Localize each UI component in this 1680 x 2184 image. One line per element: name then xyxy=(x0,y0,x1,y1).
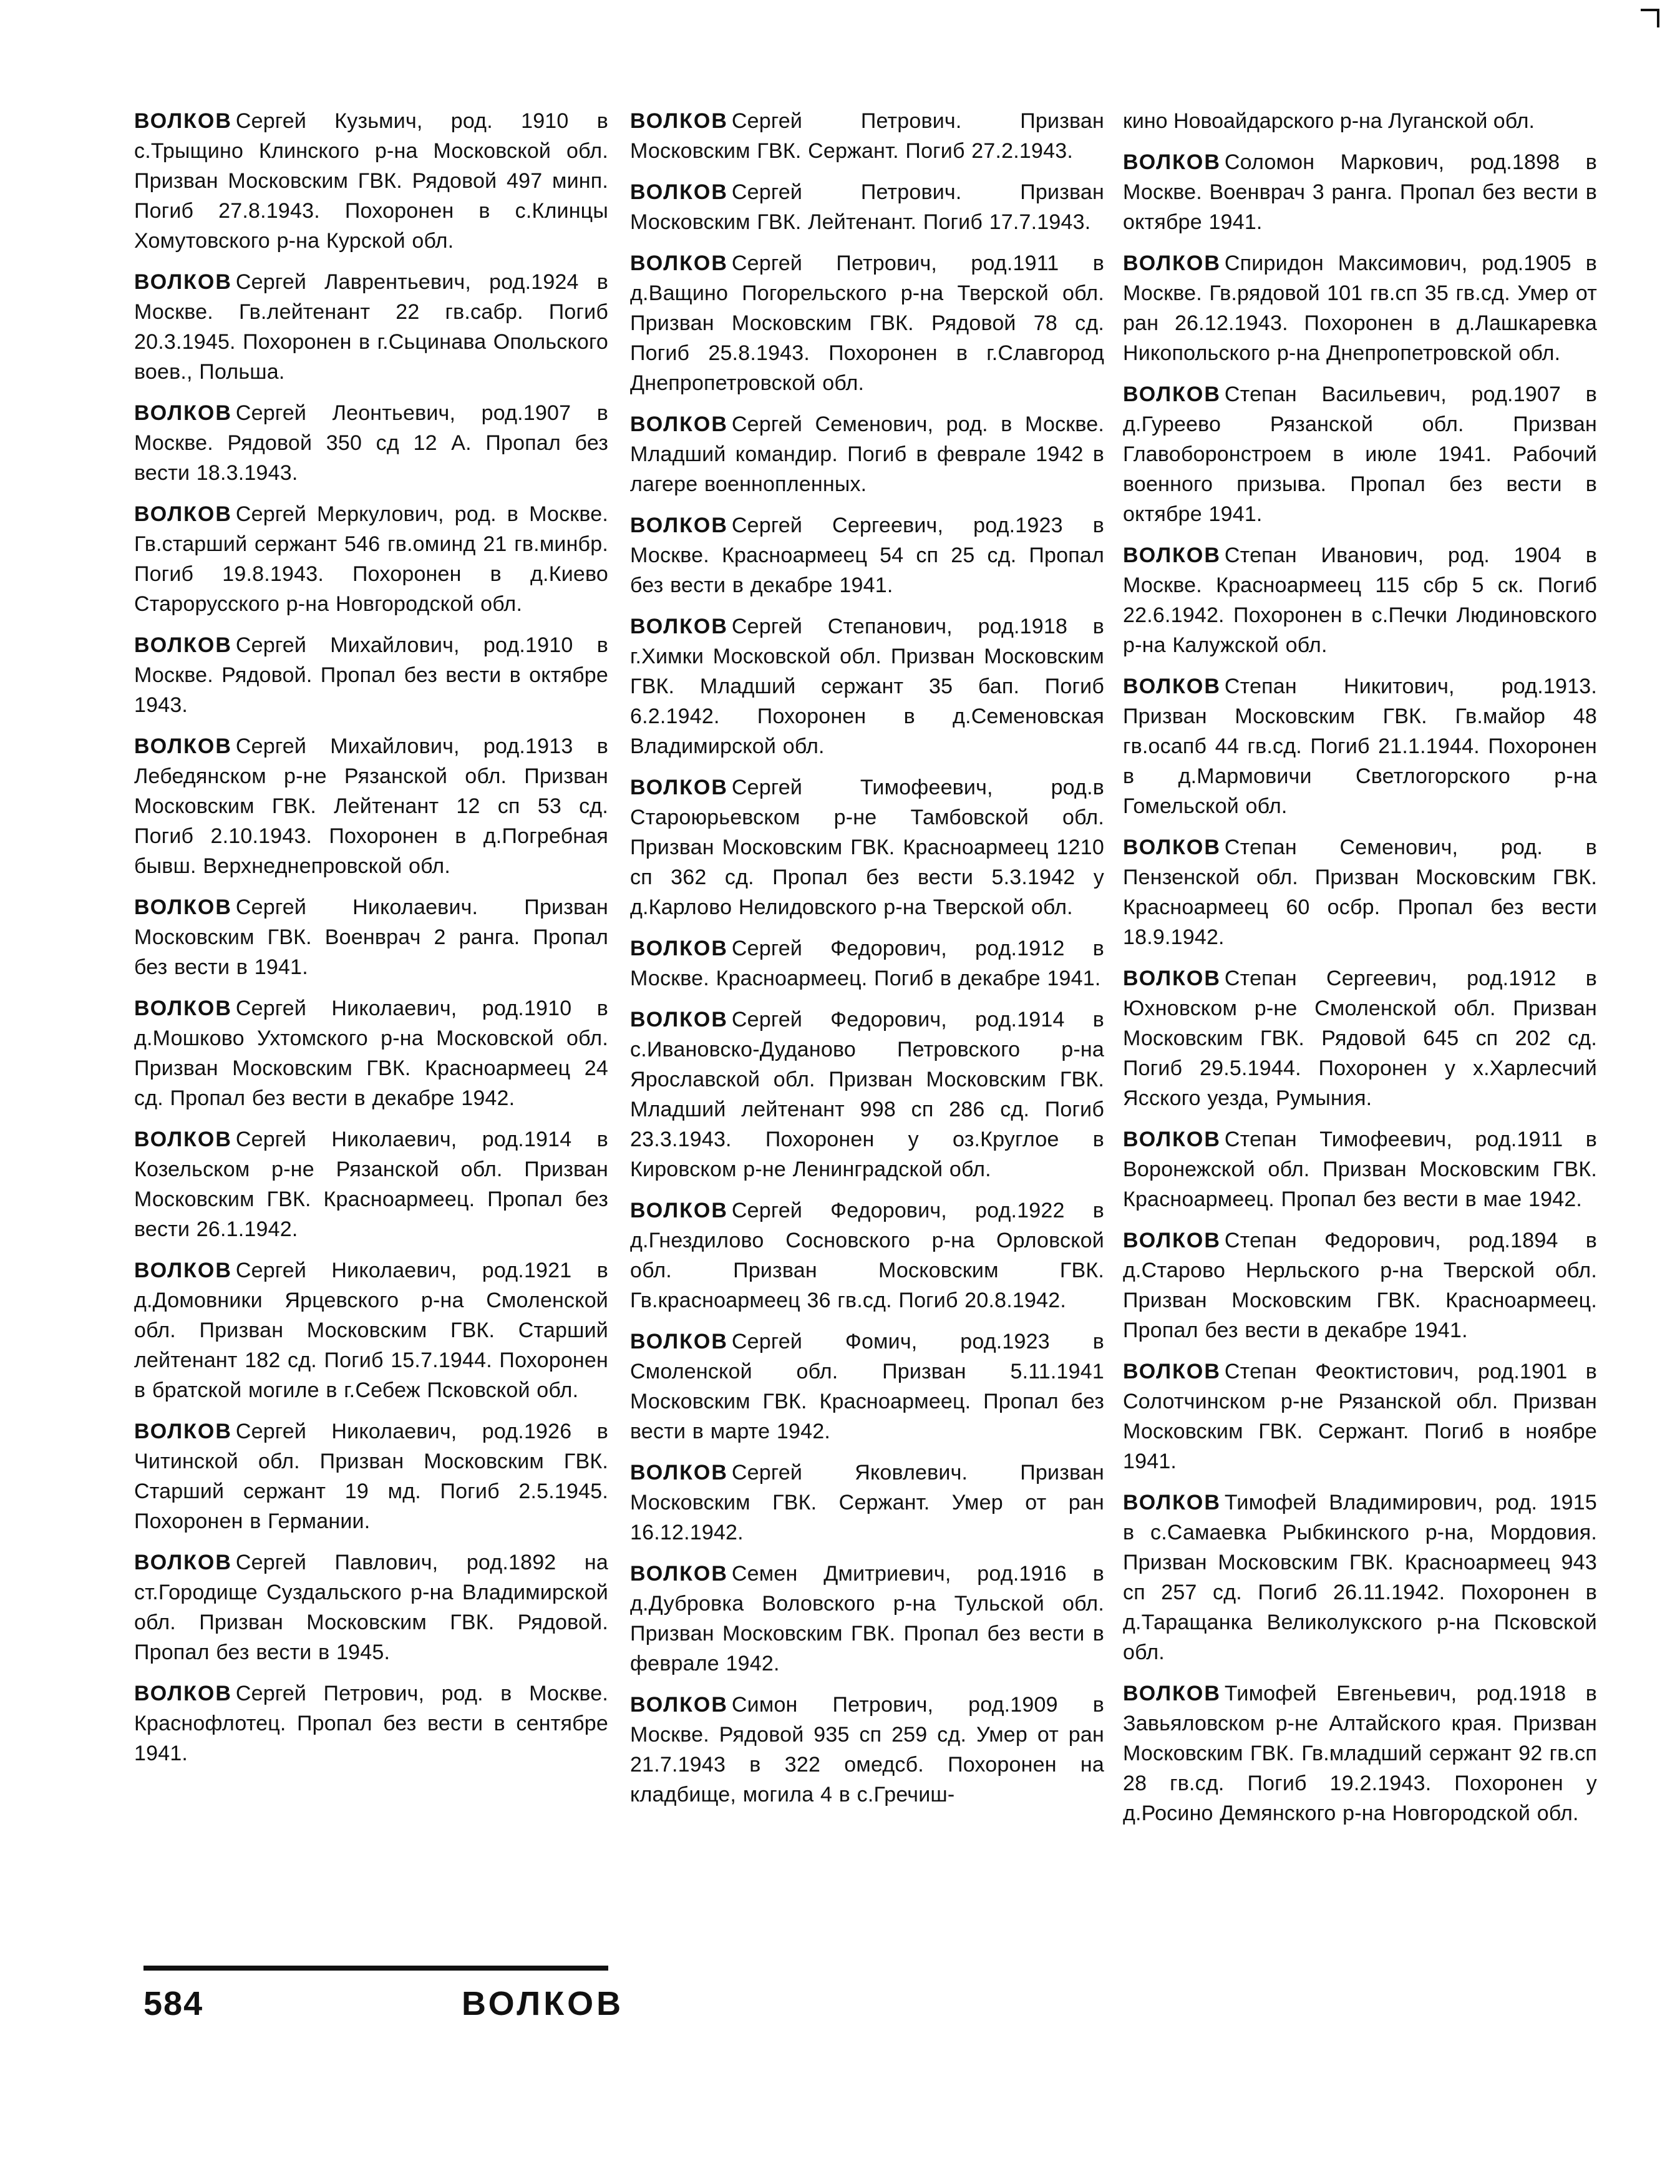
entry-surname: ВОЛКОВ xyxy=(134,1420,232,1443)
entry-text: Сергей Петрович, род.1911 в д.Ващино Погорельского р-на Тверской обл. Призван Московским ГВК. Рядовой 78 сд. Погиб 25.8.1943. Похоронен в г.Славгород Днепропетровской обл. xyxy=(630,251,1104,395)
list-item xyxy=(630,1690,1104,1810)
entry-text: Сергей Степанович, род.1918 в г.Химки Московской обл. Призван Московским ГВК. Младший сержант 35 бап. Погиб 6.2.1942. Похоронен в д.Семеновская Владимирской обл. xyxy=(630,615,1104,758)
list-item xyxy=(134,993,608,1113)
entry-text: Симон Петрович, род.1909 в Москве. Рядовой 935 сп 259 сд. Умер от ран 21.7.1943 в 322 омедсб. Похоронен на кладбище, могила 4 в с.Гречиш- xyxy=(630,1693,1104,1806)
entry-surname: ВОЛКОВ xyxy=(134,1551,232,1574)
column-1 xyxy=(134,106,608,1780)
entry-surname: ВОЛКОВ xyxy=(630,1461,728,1484)
entry-surname: ВОЛКОВ xyxy=(1123,967,1221,990)
column-2 xyxy=(630,106,1104,1821)
entry-surname: ВОЛКОВ xyxy=(1123,1128,1221,1151)
entry-text: Сергей Павлович, род.1892 на ст.Городище Суздальского р-на Владимирской обл. Призван Московским ГВК. Рядовой. Пропал без вести в 1945. xyxy=(134,1551,608,1664)
list-item xyxy=(134,1548,608,1667)
entry-text: Сергей Кузьмич, род. 1910 в с.Трыщино Клинского р-на Московской обл. Призван Московским ГВК. Рядовой 497 минп. Погиб 27.8.1943. Похоронен в с.Клинцы Хомутовского р-на Курской обл. xyxy=(134,109,608,253)
list-item xyxy=(630,1458,1104,1548)
list-item xyxy=(1123,379,1597,529)
entry-surname: ВОЛКОВ xyxy=(134,109,232,133)
entry-text: Степан Тимофеевич, род.1911 в Воронежской обл. Призван Московским ГВК. Красноармеец. Пропал без вести в мае 1942. xyxy=(1123,1128,1597,1211)
entry-text: Сергей Фомич, род.1923 в Смоленской обл. Призван 5.11.1941 Московским ГВК. Красноармеец. Пропал без вести в марте 1942. xyxy=(630,1330,1104,1443)
entry-text: Степан Сергеевич, род.1912 в Юхновском р-не Смоленской обл. Призван Московским ГВК. Рядовой 645 сп 202 сд. Погиб 29.5.1944. Похоронен у х.Харлесчий Ясского уезда, Румыния. xyxy=(1123,967,1597,1110)
list-item xyxy=(1123,1226,1597,1345)
entry-text: Семен Дмитриевич, род.1916 в д.Дубровка Воловского р-на Тульской обл. Призван Московским ГВК. Пропал без вести в феврале 1942. xyxy=(630,1562,1104,1675)
list-item xyxy=(630,510,1104,600)
entry-text: Тимофей Евгеньевич, род.1918 в Завьяловском р-не Алтайского края. Призван Московским ГВК. Гв.младший сержант 92 гв.сп 28 гв.сд. Погиб 19.2.1943. Похоронен у д.Росино Демянского р-на Новгородской обл. xyxy=(1123,1682,1597,1825)
list-item xyxy=(630,106,1104,166)
running-head: ВОЛКОВ xyxy=(462,1985,624,2022)
list-item xyxy=(134,630,608,720)
list-item xyxy=(1123,832,1597,952)
list-item xyxy=(1123,248,1597,368)
entry-text: Соломон Маркович, род.1898 в Москве. Военврач 3 ранга. Пропал без вести в октябре 1941. xyxy=(1123,150,1597,234)
list-item xyxy=(630,177,1104,237)
entry-surname: ВОЛКОВ xyxy=(630,514,728,537)
entry-surname: ВОЛКОВ xyxy=(134,633,232,657)
entry-text: Степан Феоктистович, род.1901 в Солотчинском р-не Рязанской обл. Призван Московским ГВК. Сержант. Погиб в ноябре 1941. xyxy=(1123,1360,1597,1473)
list-item xyxy=(630,248,1104,398)
list-item xyxy=(630,773,1104,922)
list-item xyxy=(134,398,608,488)
entry-surname: ВОЛКОВ xyxy=(630,615,728,638)
entry-text: Степан Федорович, род.1894 в д.Старово Нерльского р-на Тверской обл. Призван Московским ГВК. Красноармеец. Пропал без вести в декабре 1941. xyxy=(1123,1229,1597,1342)
list-item xyxy=(134,1124,608,1244)
list-item xyxy=(134,892,608,982)
entry-surname: ВОЛКОВ xyxy=(1123,836,1221,859)
entry-text: Степан Васильевич, род.1907 в д.Гуреево Рязанской обл. Призван Главоборонстроем в июле 1941. Рабочий военного призыва. Пропал без вести в октябре 1941. xyxy=(1123,383,1597,526)
entry-text: Сергей Николаевич, род.1910 в д.Мошково Ухтомского р-на Московской обл. Призван Московским ГВК. Красноармеец 24 сд. Пропал без вести в декабре 1942. xyxy=(134,997,608,1110)
entry-text: Сергей Сергеевич, род.1923 в Москве. Красноармеец 54 сп 25 сд. Пропал без вести в декабре 1941. xyxy=(630,514,1104,597)
entry-surname: ВОЛКОВ xyxy=(630,1330,728,1353)
entry-text: Сергей Михайлович, род.1913 в Лебедянском р-не Рязанской обл. Призван Московским ГВК. Лейтенант 12 сп 53 сд. Погиб 2.10.1943. Похоронен в д.Погребная бывш. Верхнеднепровской обл. xyxy=(134,734,608,878)
entry-text: Сергей Петрович, род. в Москве. Краснофлотец. Пропал без вести в сентябре 1941. xyxy=(134,1682,608,1765)
entry-surname: ВОЛКОВ xyxy=(630,776,728,799)
entry-text: Сергей Семенович, род. в Москве. Младший командир. Погиб в феврале 1942 в лагере военнопленных. xyxy=(630,412,1104,496)
list-item xyxy=(630,409,1104,499)
entry-text: Сергей Петрович. Призван Московским ГВК. Лейтенант. Погиб 17.7.1943. xyxy=(630,180,1104,234)
list-item xyxy=(134,106,608,256)
list-item xyxy=(630,612,1104,761)
entry-surname: ВОЛКОВ xyxy=(134,895,232,919)
list-item xyxy=(134,267,608,387)
entry-text: Сергей Николаевич, род.1921 в д.Домовники Ярцевского р-на Смоленской обл. Призван Московским ГВК. Старший лейтенант 182 сд. Погиб 15.7.1944. Похоронен в братской могиле в г.Себеж Псковской обл. xyxy=(134,1259,608,1402)
entry-surname: ВОЛКОВ xyxy=(134,401,232,425)
entry-surname: ВОЛКОВ xyxy=(1123,251,1221,275)
entry-text: Сергей Федорович, род.1914 в с.Ивановско-Дуданово Петровского р-на Ярославской обл. Призван Московским ГВК. Младший лейтенант 998 сп 286 сд. Погиб 23.3.1943. Похоронен у оз.Круглое в Кировском р-не Ленинградской обл. xyxy=(630,1008,1104,1181)
list-item xyxy=(630,1196,1104,1315)
entry-surname: ВОЛКОВ xyxy=(134,734,232,758)
list-item xyxy=(134,499,608,619)
list-item xyxy=(1123,1679,1597,1828)
list-item xyxy=(134,1255,608,1405)
list-item xyxy=(630,1327,1104,1446)
entry-surname: ВОЛКОВ xyxy=(630,1693,728,1717)
entry-text: Сергей Николаевич, род.1926 в Читинской обл. Призван Московским ГВК. Старший сержант 19 мд. Погиб 2.5.1945. Похоронен в Германии. xyxy=(134,1420,608,1533)
entry-text: Степан Семенович, род. в Пензенской обл. Призван Московским ГВК. Красноармеец 60 осбр. Пропал без вести 18.9.1942. xyxy=(1123,836,1597,949)
entry-surname: ВОЛКОВ xyxy=(630,937,728,960)
column-3 xyxy=(1123,106,1597,1840)
list-item xyxy=(630,1559,1104,1679)
entry-surname: ВОЛКОВ xyxy=(134,1128,232,1151)
entry-surname: ВОЛКОВ xyxy=(630,180,728,204)
list-item xyxy=(630,934,1104,993)
crop-mark-icon xyxy=(1641,9,1659,27)
entry-text: Сергей Меркулович, род. в Москве. Гв.старший сержант 546 гв.оминд 21 гв.минбр. Погиб 19.8.1943. Похоронен в д.Киево Старорусского р-на Новгородской обл. xyxy=(134,502,608,616)
list-item xyxy=(134,1416,608,1536)
entry-text: Сергей Николаевич. Призван Московским ГВК. Военврач 2 ранга. Пропал без вести в 1941. xyxy=(134,895,608,979)
entry-text: Сергей Тимофеевич, род.в Староюрьевском р-не Тамбовской обл. Призван Московским ГВК. Красноармеец 1210 сп 362 сд. Пропал без вести 5.3.1942 у д.Карлово Нелидовского р-на Тверской обл. xyxy=(630,776,1104,919)
entry-surname: ВОЛКОВ xyxy=(1123,675,1221,698)
list-item xyxy=(1123,1488,1597,1667)
entry-surname: ВОЛКОВ xyxy=(1123,1360,1221,1383)
list-item xyxy=(630,1005,1104,1184)
list-item xyxy=(1123,963,1597,1113)
entry-text: Сергей Федорович, род.1922 в д.Гнездилово Сосновского р-на Орловской обл. Призван Московским ГВК. Гв.красноармеец 36 гв.сд. Погиб 20.8.1942. xyxy=(630,1199,1104,1312)
entry-text: Спиридон Максимович, род.1905 в Москве. Гв.рядовой 101 гв.сп 35 гв.сд. Умер от ран 26.12.1943. Похоронен в д.Лашкаревка Никопольского р-на Днепропетровской обл. xyxy=(1123,251,1597,365)
entry-surname: ВОЛКОВ xyxy=(1123,383,1221,406)
entry-surname: ВОЛКОВ xyxy=(134,997,232,1020)
entry-surname: ВОЛКОВ xyxy=(134,270,232,294)
list-item xyxy=(1123,671,1597,821)
entry-text: Сергей Петрович. Призван Московским ГВК. Сержант. Погиб 27.2.1943. xyxy=(630,109,1104,163)
entry-continuation: кино Новоайдарского р-на Луганской обл. xyxy=(1123,109,1535,133)
entry-text: Сергей Николаевич, род.1914 в Козельском р-не Рязанской обл. Призван Московским ГВК. Красноармеец. Пропал без вести 26.1.1942. xyxy=(134,1128,608,1241)
entry-text: Степан Никитович, род.1913. Призван Московским ГВК. Гв.майор 48 гв.осапб 44 гв.сд. Погиб 21.1.1944. Похоронен в д.Мармовичи Светлогорского р-на Гомельской обл. xyxy=(1123,675,1597,818)
list-item xyxy=(1123,540,1597,660)
entry-surname: ВОЛКОВ xyxy=(134,1682,232,1705)
footer-divider xyxy=(143,1966,608,1971)
entry-surname: ВОЛКОВ xyxy=(1123,1682,1221,1705)
entry-text: Степан Иванович, род. 1904 в Москве. Красноармеец 115 сбр 5 ск. Погиб 22.6.1942. Похоронен в с.Печки Людиновского р-на Калужской обл. xyxy=(1123,544,1597,657)
entry-surname: ВОЛКОВ xyxy=(1123,1229,1221,1252)
entry-surname: ВОЛКОВ xyxy=(134,1259,232,1282)
entry-text: Сергей Лаврентьевич, род.1924 в Москве. Гв.лейтенант 22 гв.сабр. Погиб 20.3.1945. Похоронен в г.Сьцинава Опольского воев., Польша. xyxy=(134,270,608,384)
list-item xyxy=(1123,1124,1597,1214)
entry-surname: ВОЛКОВ xyxy=(630,1008,728,1031)
entry-surname: ВОЛКОВ xyxy=(630,109,728,133)
entry-surname: ВОЛКОВ xyxy=(630,1199,728,1222)
entry-surname: ВОЛКОВ xyxy=(630,1562,728,1586)
entry-surname: ВОЛКОВ xyxy=(1123,1491,1221,1514)
list-item xyxy=(1123,147,1597,237)
page-number: 584 xyxy=(143,1985,204,2022)
list-item xyxy=(1123,1357,1597,1476)
entry-surname: ВОЛКОВ xyxy=(134,502,232,526)
entry-text: Сергей Михайлович, род.1910 в Москве. Рядовой. Пропал без вести в октябре 1943. xyxy=(134,633,608,717)
entry-surname: ВОЛКОВ xyxy=(1123,150,1221,174)
list-item xyxy=(134,1679,608,1768)
entry-text: Тимофей Владимирович, род. 1915 в с.Самаевка Рыбкинского р-на, Мордовия. Призван Московским ГВК. Красноармеец 943 сп 257 сд. Погиб 26.11.1942. Похоронен в д.Таращанка Великолукского р-на Псковской обл. xyxy=(1123,1491,1597,1664)
entry-surname: ВОЛКОВ xyxy=(1123,544,1221,567)
list-item xyxy=(134,731,608,881)
entry-text: Сергей Яковлевич. Призван Московским ГВК. Сержант. Умер от ран 16.12.1942. xyxy=(630,1461,1104,1544)
entry-surname: ВОЛКОВ xyxy=(630,412,728,436)
entry-text: Сергей Леонтьевич, род.1907 в Москве. Рядовой 350 сд 12 А. Пропал без вести 18.3.1943. xyxy=(134,401,608,485)
entry-text: Сергей Федорович, род.1912 в Москве. Красноармеец. Погиб в декабре 1941. xyxy=(630,937,1104,990)
entry-surname: ВОЛКОВ xyxy=(630,251,728,275)
